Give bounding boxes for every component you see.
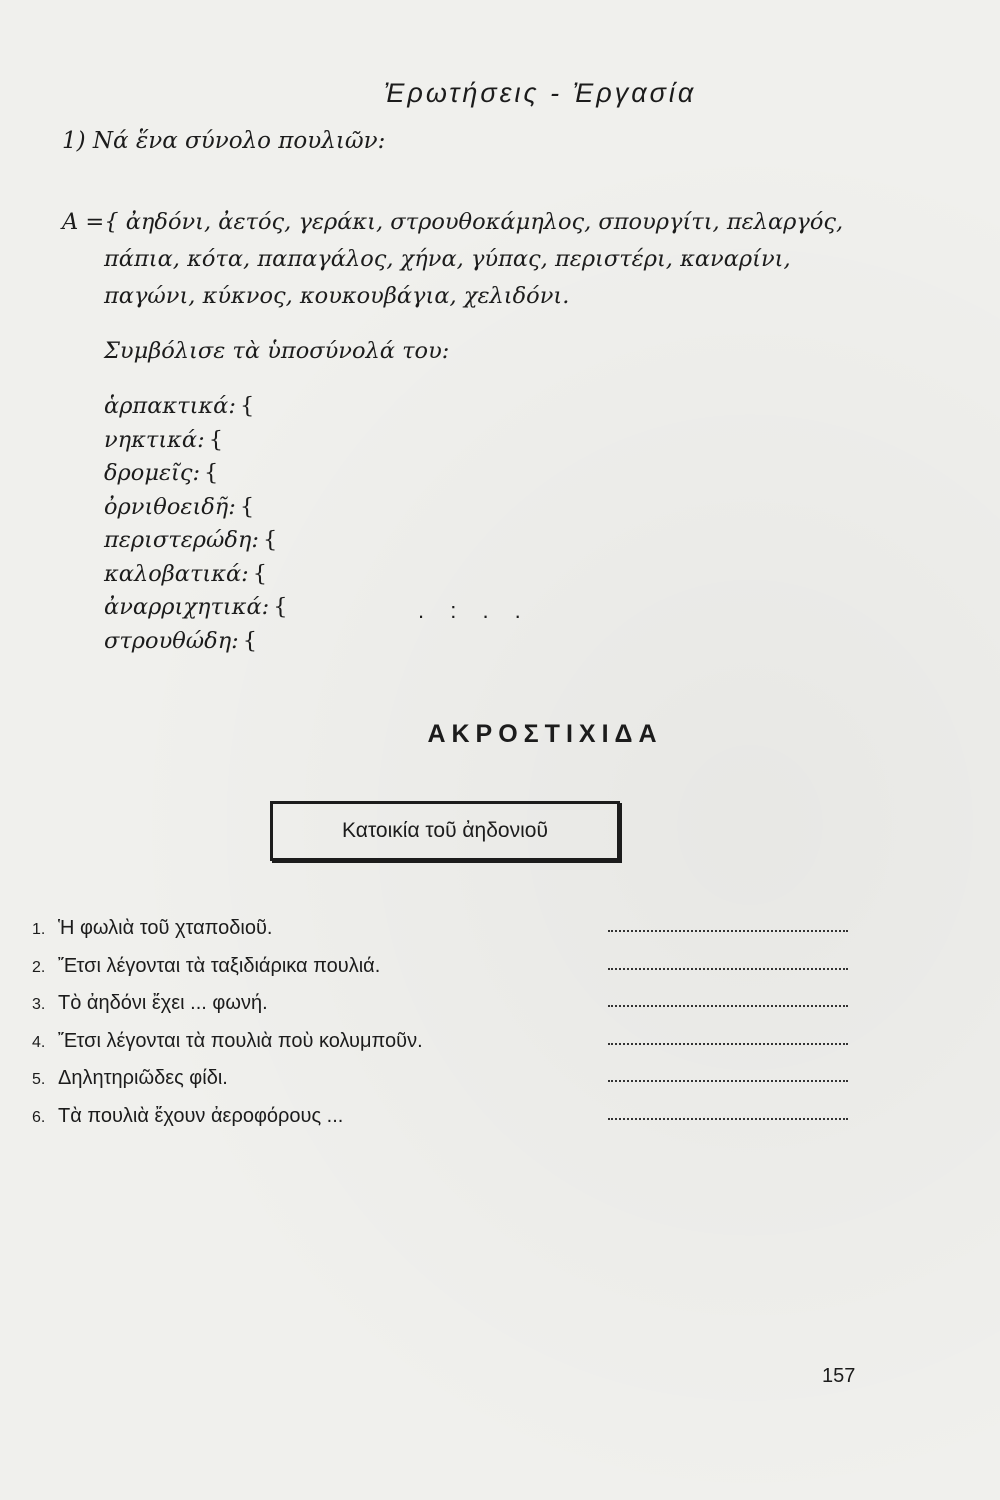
answer-blank [608, 968, 848, 970]
clue-row [32, 913, 872, 951]
clue-number: 2. [32, 958, 46, 976]
set-line-3: παγώνι, κύκνος, κουκουβάγια, χελιδόνι. [104, 283, 570, 309]
set-line-1: Α ={ ἀηδόνι, ἀετός, γεράκι, στρουθοκάμηλος, σπουργίτι, πελαργός, [62, 209, 844, 235]
bird-set [62, 204, 843, 315]
clue-number: 6. [32, 1108, 46, 1126]
subset-brace: { [252, 560, 268, 587]
subset-label: ἁρπακτικά: [104, 393, 236, 419]
subset-prompt: Συμβόλισε τὰ ὑποσύνολά του: [104, 338, 450, 364]
answer-blank [608, 1080, 848, 1082]
clue-row [32, 1026, 872, 1064]
clue-number: 3. [32, 996, 46, 1013]
clue-row [32, 1101, 872, 1139]
subset-brace: { [208, 426, 224, 453]
subset-row-swimmers [104, 424, 288, 458]
clue-text: Δηλητηριῶδες φίδι. [58, 1067, 228, 1089]
set-line-2: πάπια, κότα, παπαγάλος, χήνα, γύπας, περιστέρι, καναρίνι, [104, 246, 791, 272]
clue-text: Τὸ ἀηδόνι ἔχει ... φωνή. [58, 992, 268, 1014]
clue-text: Ἡ φωλιὰ τοῦ χταποδιοῦ. [58, 917, 273, 939]
clue-row [32, 988, 872, 1026]
acrostic-title: ΑΚΡΟΣΤΙΧΙΔΑ [427, 720, 663, 748]
answer-blank [608, 1043, 848, 1045]
clue-text: Ἔτσι λέγονται τὰ πουλιὰ ποὺ κολυμποῦν. [58, 1029, 423, 1052]
subset-label: στρουθώδη: [104, 627, 239, 654]
answer-blank [608, 930, 848, 932]
subset-row-raptors [104, 390, 288, 424]
ellipsis-dots: . : . . [418, 598, 531, 623]
clue-row [32, 1063, 872, 1101]
subset-label: δρομεῖς: [104, 460, 201, 486]
question-1: 1) Νά ἕνα σύνολο πουλιῶν: [62, 128, 386, 154]
subset-row-climbers [104, 591, 288, 625]
subset-label: ἀναρριχητικά: [104, 594, 270, 620]
subset-row-waders [104, 558, 288, 592]
clue-number: 1. [32, 921, 46, 938]
subset-brace: { [273, 594, 288, 620]
subset-row-galliformes [104, 491, 288, 525]
subset-label: νηκτικά: [104, 426, 205, 453]
acrostic-clues [32, 913, 872, 1138]
clue-text: Ἔτσι λέγονται τὰ ταξιδιάρικα πουλιά. [58, 954, 381, 977]
acrostic-answer-box [270, 801, 620, 861]
clue-number: 5. [32, 1071, 46, 1088]
subset-brace: { [242, 627, 258, 654]
clue-number: 4. [32, 1033, 46, 1051]
subset-brace: { [239, 393, 255, 419]
subset-label: ὀρνιθοειδῆ: [104, 493, 236, 520]
subset-row-runners [104, 457, 288, 491]
section-title: Ἐρωτήσεις - Ἐργασία [383, 78, 697, 108]
clue-row [32, 951, 872, 989]
subset-row-passerines [104, 625, 288, 659]
subset-list [104, 390, 288, 658]
clue-text: Τὰ πουλιὰ ἔχουν ἀεροφόρους ... [58, 1104, 344, 1127]
subset-label: καλοβατικά: [104, 560, 249, 587]
subset-label: περιστερώδη: [104, 527, 259, 553]
acrostic-box-label: Κατοικία τοῦ ἀηδονιοῦ [342, 819, 548, 842]
subset-brace: { [239, 493, 255, 520]
answer-blank [608, 1005, 848, 1007]
subset-row-pigeons [104, 524, 288, 558]
answer-blank [608, 1118, 848, 1120]
subset-brace: { [262, 527, 278, 553]
subset-brace: { [204, 460, 219, 486]
page-number: 157 [822, 1365, 856, 1387]
